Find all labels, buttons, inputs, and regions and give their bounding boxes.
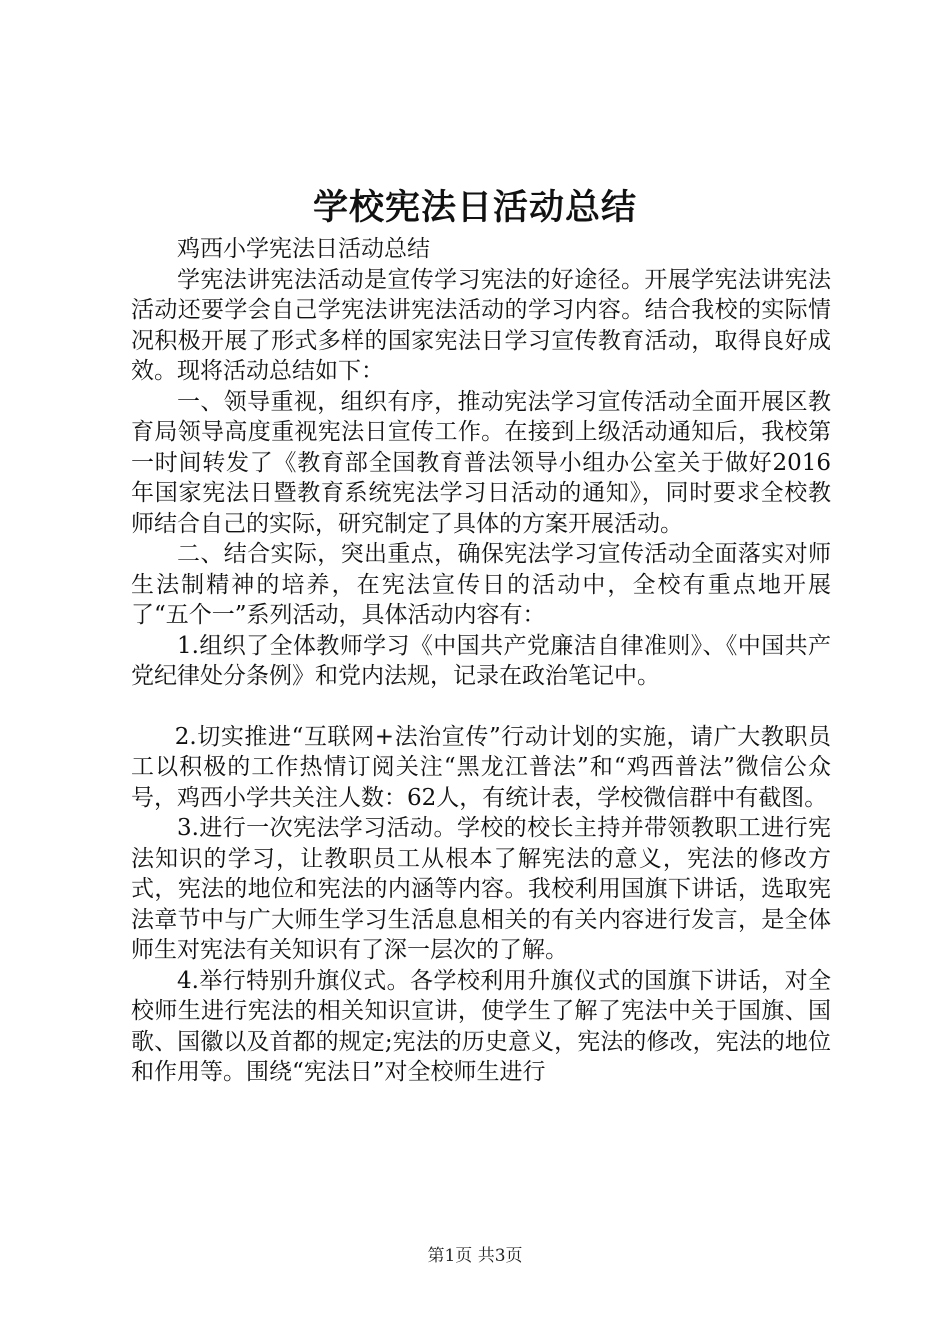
paragraph-item-2: 2.切实推进“互联网+法治宣传”行动计划的实施，请广大教职员工以积极的工作热情订阅关注“黑龙江普法”和“鸡西普法”微信公众号，鸡西小学共关注人数：62人，有统计表，学校微信群中有截图。 (131, 723, 831, 811)
document-body (131, 234, 831, 1088)
paragraph-section-2: 二、结合实际，突出重点，确保宪法学习宣传活动全面落实对师生法制精神的培养，在宪法宣传日的活动中，全校有重点地开展了“五个一”系列活动，具体活动内容有： (131, 541, 831, 628)
paragraph-item-4: 4.举行特别升旗仪式。各学校利用升旗仪式的国旗下讲话，对全校师生进行宪法的相关知识宣讲，使学生了解了宪法中关于国旗、国歌、国徽以及首都的规定;宪法的历史意义，宪法的修改，宪法的地位和作用等。围绕“宪法日”对全校师生进行 (131, 967, 831, 1085)
document-title: 学校宪法日活动总结 (312, 187, 637, 228)
page-footer: 第1页 共3页 (427, 1246, 523, 1266)
paragraph-intro: 学宪法讲宪法活动是宣传学习宪法的好途径。开展学宪法讲宪法活动还要学会自己学宪法讲宪法活动的学习内容。结合我校的实际情况积极开展了形式多样的国家宪法日学习宣传教育活动，取得良好成效。现将活动总结如下： (131, 266, 831, 384)
paragraph-section-1: 一、领导重视，组织有序，推动宪法学习宣传活动全面开展区教育局领导高度重视宪法日宣传工作。在接到上级活动通知后，我校第一时间转发了《教育部全国教育普法领导小组办公室关于做好2016年国家宪法日暨教育系统宪法学习日活动的通知》，同时要求全校教师结合自己的实际，研究制定了具体的方案开展活动。 (131, 388, 831, 537)
paragraph-item-3: 3.进行一次宪法学习活动。学校的校长主持并带领教职工进行宪法知识的学习，让教职员工从根本了解宪法的意义，宪法的修改方式，宪法的地位和宪法的内涵等内容。我校利用国旗下讲话，选取宪法章节中与广大师生学习生活息息相关的有关内容进行发言，是全体师生对宪法有关知识有了深一层次的了解。 (131, 815, 831, 963)
paragraph-item-1: 1.组织了全体教师学习《中国共产党廉洁自律准则》、《中国共产党纪律处分条例》和党内法规，记录在政治笔记中。 (131, 632, 831, 689)
paragraph-subtitle: 鸡西小学宪法日活动总结 (177, 236, 430, 262)
